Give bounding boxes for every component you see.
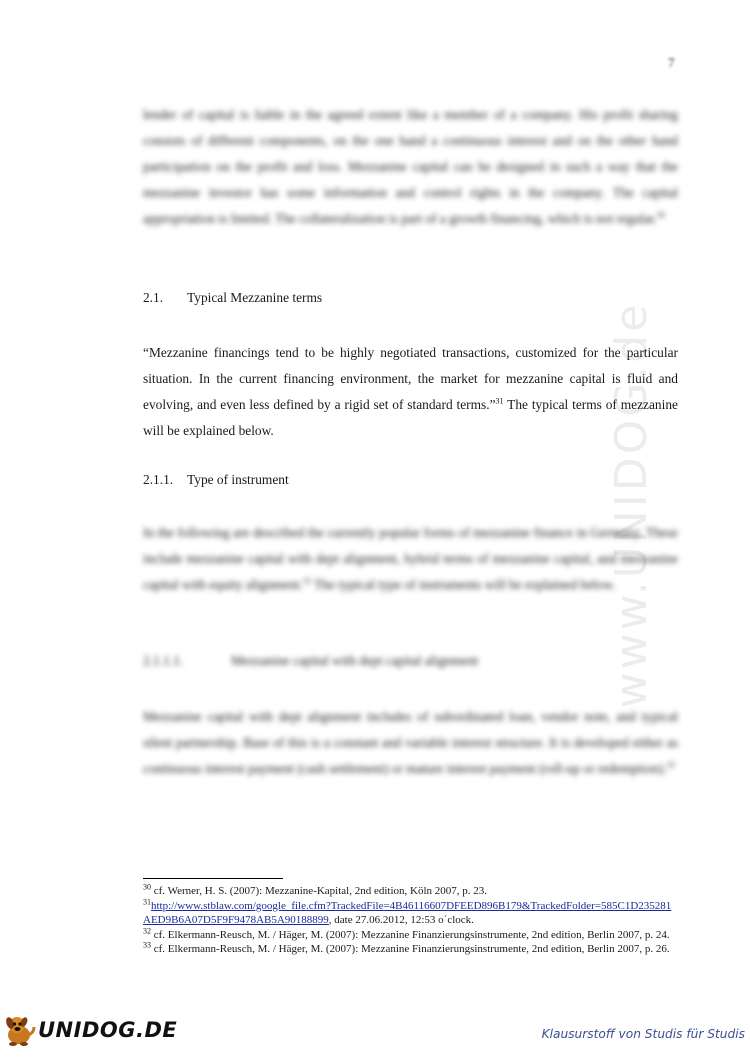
- footnote-ref: 30: [657, 210, 666, 220]
- footnote-30: [143, 884, 678, 899]
- paragraph-text: lender of capital is liable in the agreed extent like a member of a company. His profit sharing consists of different components, on the one hand a continuous interest and on the other hand participation on the profit and loss. Mezzanine capital can be designed in such a way that the mezzanine investor has some information and control rights in the company. The capital appropriation is limited. The collateralization is part of a growth financing, which is not regular.: [143, 107, 678, 226]
- paragraph-blurred-1: [143, 102, 678, 232]
- footnote-number: 31: [143, 896, 151, 906]
- footnote-text: cf. Elkermann-Reusch, M. / Häger, M. (2007): Mezzanine Finanzierungsinstrumente, 2nd edition, Berlin 2007, p. 24.: [153, 928, 670, 941]
- footnote-32: [143, 925, 678, 943]
- footnote-text: cf. Elkermann-Reusch, M. / Häger, M. (2007): Mezzanine Finanzierungsinstrumente, 2nd edition, Berlin 2007, p. 26.: [153, 943, 670, 955]
- watermark-text: www.UNIDOG.de: [606, 301, 657, 709]
- footnote-text: , date 27.06.2012, 12:53 o´clock.: [328, 914, 474, 926]
- section-heading-2-1-1-1: [143, 653, 478, 669]
- page-number: 7: [668, 55, 675, 70]
- section-heading-2-1: [143, 290, 322, 306]
- heading-number: 2.1.: [143, 290, 164, 305]
- footnote-ref: 33: [666, 760, 675, 770]
- paragraph-tail: The typical terms of mezzanine will be explained below.: [143, 397, 678, 438]
- heading-text: Mezzanine capital with dept capital alignment: [231, 653, 479, 668]
- tagline: Klausurstoff von Studis für Studis: [541, 1027, 745, 1041]
- unidog-logo[interactable]: [2, 1012, 177, 1048]
- footnote-31: [143, 896, 678, 928]
- footnote-divider: [143, 878, 283, 879]
- heading-number: 2.1.1.1.: [143, 653, 184, 668]
- footnote-link[interactable]: http://www.stblaw.com/google_file.cfm?TrackedFile=4B46116607DFEED896B179&TrackedFolder=585C1D235281AED9B6A07D5F9F9478AB5A90188899: [143, 899, 672, 926]
- footnote-ref: 32: [302, 576, 311, 586]
- paragraph-quote: [143, 340, 678, 444]
- paragraph-text: In the following are described the currently popular forms of mezzanine finance in Germany. These include mezzanine capital with dept alignment, hybrid terms of mezzanine capital, and mezzanine capital with equity alignment.: [143, 525, 678, 592]
- paragraph-tail: The typical type of instruments will be explained below.: [310, 577, 616, 592]
- footnotes: [143, 884, 678, 957]
- section-heading-2-1-1: [143, 472, 289, 488]
- paragraph-text: Mezzanine capital with dept alignment includes of subordinated loan, vendor note, and typical silent partnership. Base of this is a constant and variable interest structure. It is developed either as continuous interest payment (cash settlement) or mature interest payment (roll-up or redemption).: [143, 709, 678, 776]
- footnote-number: 33: [143, 940, 151, 950]
- dog-icon: [2, 1013, 36, 1047]
- heading-text: Type of instrument: [187, 472, 289, 487]
- footnote-number: 30: [143, 882, 151, 892]
- footnote-number: 32: [143, 925, 151, 935]
- paragraph-blurred-2: [143, 520, 678, 598]
- paragraph-text: “Mezzanine financings tend to be highly negotiated transactions, customized for the particular situation. In the current financing environment, the market for mezzanine capital is fluid and evolving, and even less defined by a rigid set of standard terms.”: [143, 345, 678, 412]
- footnote-33: [143, 942, 678, 957]
- footnote-ref: 31: [495, 396, 504, 406]
- logo-text: UNIDOG.DE: [38, 1018, 178, 1042]
- footnote-text: cf. Werner, H. S. (2007): Mezzanine-Kapital, 2nd edition, Köln 2007, p. 23.: [153, 885, 488, 897]
- heading-text: Typical Mezzanine terms: [187, 290, 323, 305]
- heading-number: 2.1.1.: [143, 472, 174, 487]
- paragraph-blurred-3: [143, 704, 678, 782]
